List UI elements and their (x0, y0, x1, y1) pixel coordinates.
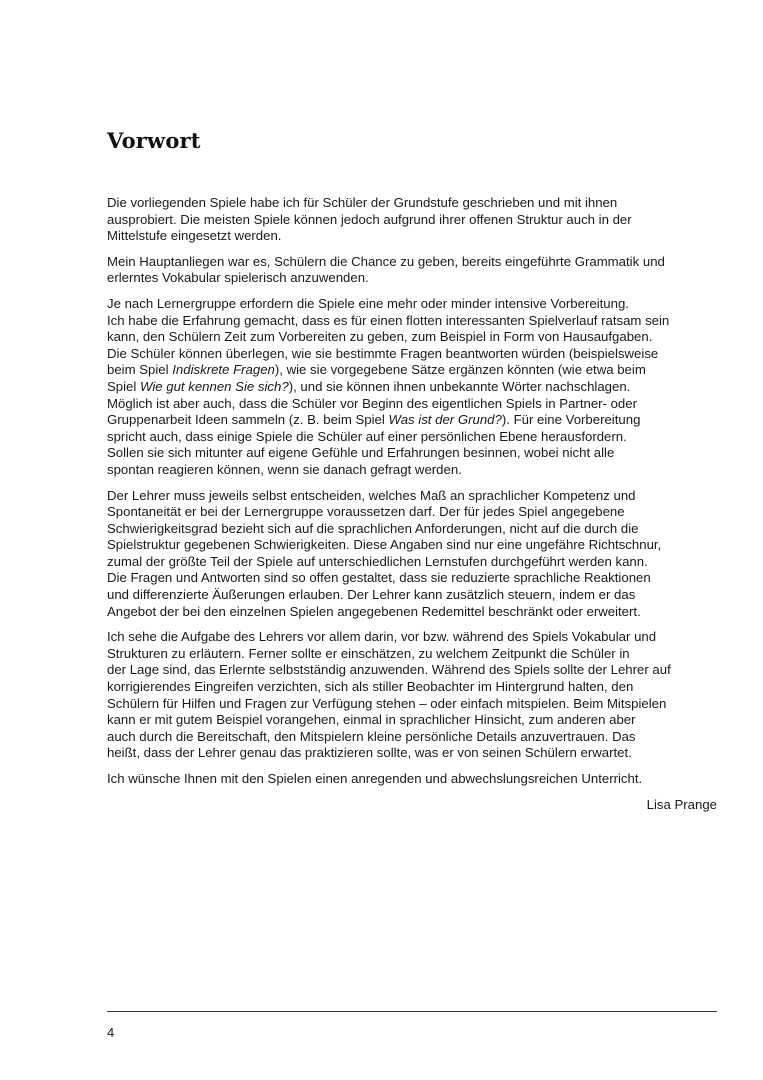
text-line: Möglich ist aber auch, dass die Schüler vor Beginn des eigentlichen Spiels in Partner- oder (107, 395, 637, 411)
text-line: Ich habe die Erfahrung gemacht, dass es für einen flotten interessanten Spielverlauf ratsam sein (107, 312, 670, 328)
text-line: Die vorliegenden Spiele habe ich für Schüler der Grundstufe geschrieben und mit ihnen (107, 195, 618, 210)
text-line: Mein Hauptanliegen war es, Schülern die Chance zu geben, bereits eingeführte Grammatik und (107, 253, 665, 269)
text-line: korrigierendes Eingreifen verzichten, sich als stiller Beobachter im Hintergrund halten, den (107, 679, 634, 695)
text-line: Die Fragen und Antworten sind so offen gestaltet, dass sie reduzierte sprachliche Reaktionen (107, 570, 651, 586)
text-line: der Lage sind, das Erlernte selbstständig anzuwenden. Während des Spiels sollte der Lehrer auf (107, 662, 671, 678)
text-line: Sollen sie sich mitunter auf eigene Gefühle und Erfahrungen besinnen, wobei nicht alle (107, 445, 615, 461)
text-line: kann, den Schülern Zeit zum Vorbereiten zu geben, zum Beispiel in Form von Hausaufgaben. (107, 329, 653, 345)
page-number: 4 (107, 1025, 115, 1040)
paragraph (107, 195, 717, 245)
text-line: kann er mit gutem Beispiel vorangehen, einmal in sprachlicher Hinsicht, zum anderen aber (107, 712, 636, 728)
text-line: Spielstruktur gegebenen Schwierigkeiten. Diese Angaben sind nur eine ungefähre Richtschnur, (107, 537, 662, 553)
paragraph (107, 629, 717, 762)
author-signature: Lisa Prange (646, 796, 717, 812)
text-line: Ich sehe die Aufgabe des Lehrers vor allem darin, vor bzw. während des Spiels Vokabular und (107, 629, 657, 645)
text-line: zumal der größte Teil der Spiele auf unterschiedlichen Lernstufen durchgeführt werden kann. (107, 553, 648, 569)
game-title-italic: Was ist der Grund? (388, 412, 502, 428)
text-line: auch durch die Bereitschaft, den Mitspielern kleine persönliche Details anzuvertrauen. Das (107, 728, 636, 744)
text-line: Spiel Wie gut kennen Sie sich?), und sie können ihnen unbekannte Wörter nachschlagen. (107, 378, 631, 394)
text-line: Gruppenarbeit Ideen sammeln (z. B. beim Spiel Was ist der Grund?). Für eine Vorbereitung (107, 412, 641, 428)
text-line: Schülern für Hilfen und Fragen zur Verfügung stehen – oder einfach mitspielen. Beim Mitspielen (107, 695, 667, 711)
paragraph (107, 771, 717, 788)
text-line: heißt, dass der Lehrer genau das praktizieren sollte, was er von seinen Schülern erwartet. (107, 745, 632, 761)
text-line: erlerntes Vokabular spielerisch anzuwenden. (107, 270, 369, 286)
text-line: Der Lehrer muss jeweils selbst entscheiden, welches Maß an sprachlicher Kompetenz und (107, 487, 636, 503)
text-line: Schwierigkeitsgrad bezieht sich auf die sprachlichen Anforderungen, nicht auf die durch die (107, 520, 639, 536)
game-title-italic: Indiskrete Fragen (172, 362, 275, 378)
paragraph (107, 254, 717, 287)
text-line: Spontaneität er bei der Lernergruppe voraussetzen darf. Der für jedes Spiel angegebene (107, 504, 625, 520)
page-title: Vorwort (107, 128, 201, 153)
text-line: beim Spiel Indiskrete Fragen), wie sie vorgegebene Sätze ergänzen könnten (wie etwa beim (107, 362, 646, 378)
paragraph (107, 296, 717, 479)
text-line: spricht auch, dass einige Spiele die Schüler auf einer persönlichen Ebene herausfordern. (107, 428, 627, 444)
text-line: Je nach Lernergruppe erfordern die Spiele eine mehr oder minder intensive Vorbereitung. (107, 295, 629, 311)
paragraph (107, 488, 717, 621)
game-title-italic: Wie gut kennen Sie sich? (140, 378, 289, 394)
text-line: Ich wünsche Ihnen mit den Spielen einen anregenden und abwechslungsreichen Unterricht. (107, 771, 643, 786)
body-text (107, 195, 717, 822)
text-line: Strukturen zu erläutern. Ferner sollte er einschätzen, zu welchem Zeitpunkt die Schüler in (107, 645, 630, 661)
text-line: spontan reagieren können, wenn sie danach gefragt werden. (107, 461, 462, 477)
text-line: Angebot der bei den einzelnen Spielen angegebenen Redemittel beschränkt oder erweitert. (107, 603, 641, 619)
text-line: Die Schüler können überlegen, wie sie bestimmte Fragen beantworten würden (beispielsweise (107, 345, 659, 361)
text-line: und differenzierte Äußerungen erlauben. Der Lehrer kann zusätzlich steuern, indem er das (107, 587, 636, 603)
text-line: ausprobiert. Die meisten Spiele können jedoch aufgrund ihrer offenen Struktur auch in der (107, 211, 632, 227)
footer-rule (107, 1011, 717, 1012)
text-line: Mittelstufe eingesetzt werden. (107, 228, 282, 244)
